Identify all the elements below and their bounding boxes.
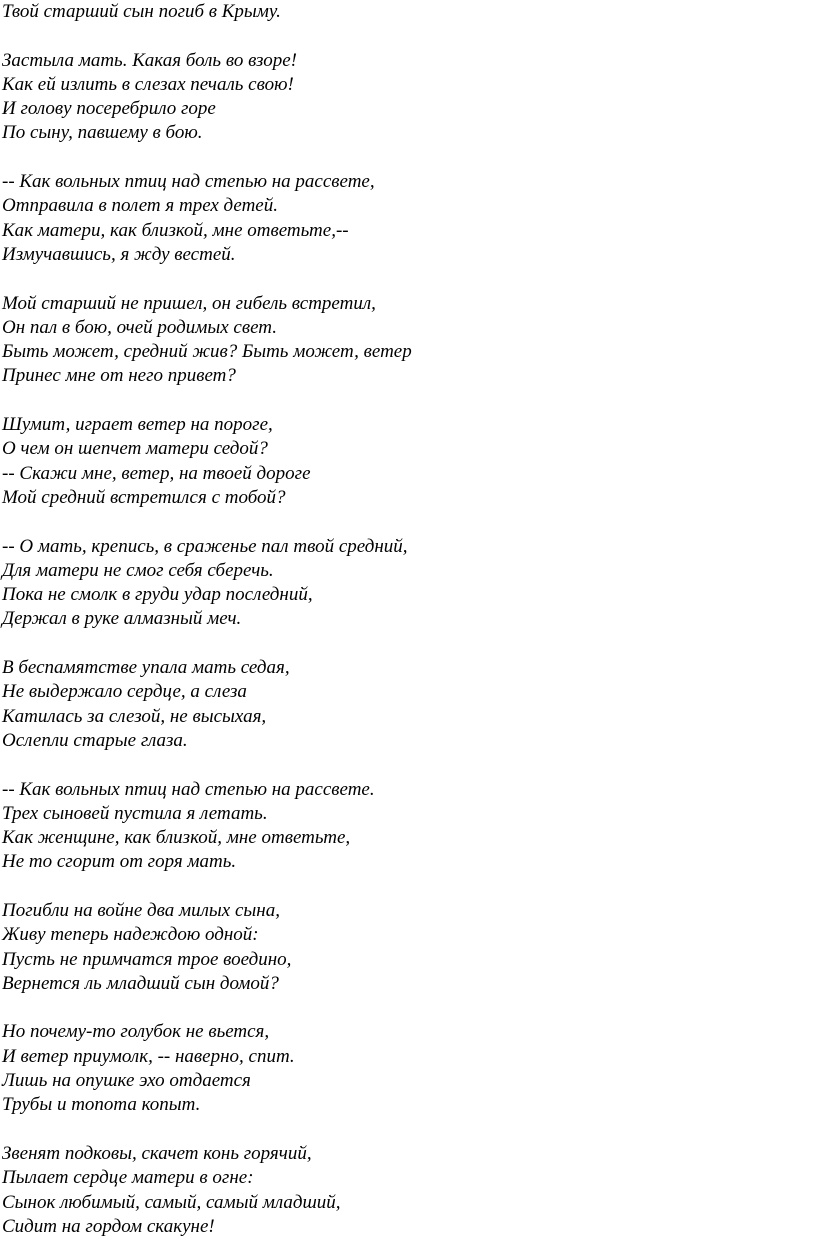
stanza-10 (2, 1142, 812, 1239)
verse-line: И ветер приумолк, -- наверно, спит. (2, 1045, 295, 1067)
verse-line: И голову посеребрило горе (2, 98, 216, 120)
verse-line: Мой средний встретился с тобой? (2, 486, 286, 508)
verse-line: Принес мне от него привет? (2, 365, 236, 387)
verse-line: Как матери, как близкой, мне ответьте,-- (2, 219, 349, 241)
verse-line: Держал в руке алмазный меч. (2, 608, 242, 630)
stanza-8 (2, 899, 812, 996)
verse-line: В беспамятстве упала мать седая, (2, 657, 290, 679)
poem-first-line: Твой старший сын погиб в Крыму. (2, 1, 281, 22)
verse-line: Живу теперь надеждою одной: (2, 924, 259, 946)
verse-line: -- Как вольных птиц над степью на рассвете. (2, 778, 375, 800)
verse-line: -- Как вольных птиц над степью на рассвете, (2, 171, 375, 193)
verse-line: Сынок любимый, самый, самый младший, (2, 1191, 341, 1213)
verse-line: Застыла мать. Какая боль во взоре! (2, 49, 297, 71)
verse-line: Трех сыновей пустила я летать. (2, 802, 268, 824)
verse-line: Пока не смолк в груди удар последний, (2, 584, 313, 606)
verse-line: Отправила в полет я трех детей. (2, 195, 278, 217)
verse-line: Быть может, средний жив? Быть может, ветер (2, 341, 412, 363)
verse-line: -- О мать, крепись, в сраженье пал твой средний, (2, 535, 408, 557)
verse-line: Но почему-то голубок не вьется, (2, 1021, 270, 1043)
verse-line: Мой старший не пришел, он гибель встретил, (2, 292, 376, 314)
verse-line: Лишь на опушке эхо отдается (2, 1070, 251, 1092)
stanza-1 (2, 49, 812, 146)
verse-line: Для матери не смог себя сберечь. (2, 559, 274, 581)
verse-line: Не выдержало сердце, а слеза (2, 681, 247, 703)
verse-line: Ослепли старые глаза. (2, 729, 188, 751)
verse-line: Погибли на войне два милых сына, (2, 899, 280, 921)
verse-line: О чем он шепчет матери седой? (2, 438, 268, 460)
verse-line: Трубы и топота копыт. (2, 1094, 201, 1116)
verse-line: Вернется ль младший сын домой? (2, 972, 279, 994)
verse-line: Он пал в бою, очей родимых свет. (2, 316, 277, 338)
verse-line: Катилась за слезой, не высыхая, (2, 705, 267, 727)
verse-line: По сыну, павшему в бою. (2, 122, 203, 144)
verse-line: Пылает сердце матери в огне: (2, 1167, 254, 1189)
verse-line: Измучавшись, я жду вестей. (2, 243, 236, 265)
verse-line: -- Скажи мне, ветер, на твоей дороге (2, 462, 311, 484)
verse-line: Сидит на гордом скакуне! (2, 1215, 215, 1237)
stanza-2 (2, 170, 812, 267)
stanza-7 (2, 778, 812, 875)
stanza-4 (2, 413, 812, 510)
stanza-6 (2, 656, 812, 753)
verse-line: Не то сгорит от горя мать. (2, 851, 237, 873)
verse-line: Шумит, играет ветер на пороге, (2, 414, 273, 436)
verse-line: Пусть не примчатся трое воедино, (2, 948, 292, 970)
stanza-3 (2, 292, 812, 389)
verse-line: Как ей излить в слезах печаль свою! (2, 73, 294, 95)
poem-page (2, 0, 812, 1239)
verse-line: Как женщине, как близкой, мне ответьте, (2, 827, 351, 849)
verse-line: Звенят подковы, скачет конь горячий, (2, 1142, 312, 1164)
stanza-5 (2, 535, 812, 632)
stanza-9 (2, 1020, 812, 1117)
